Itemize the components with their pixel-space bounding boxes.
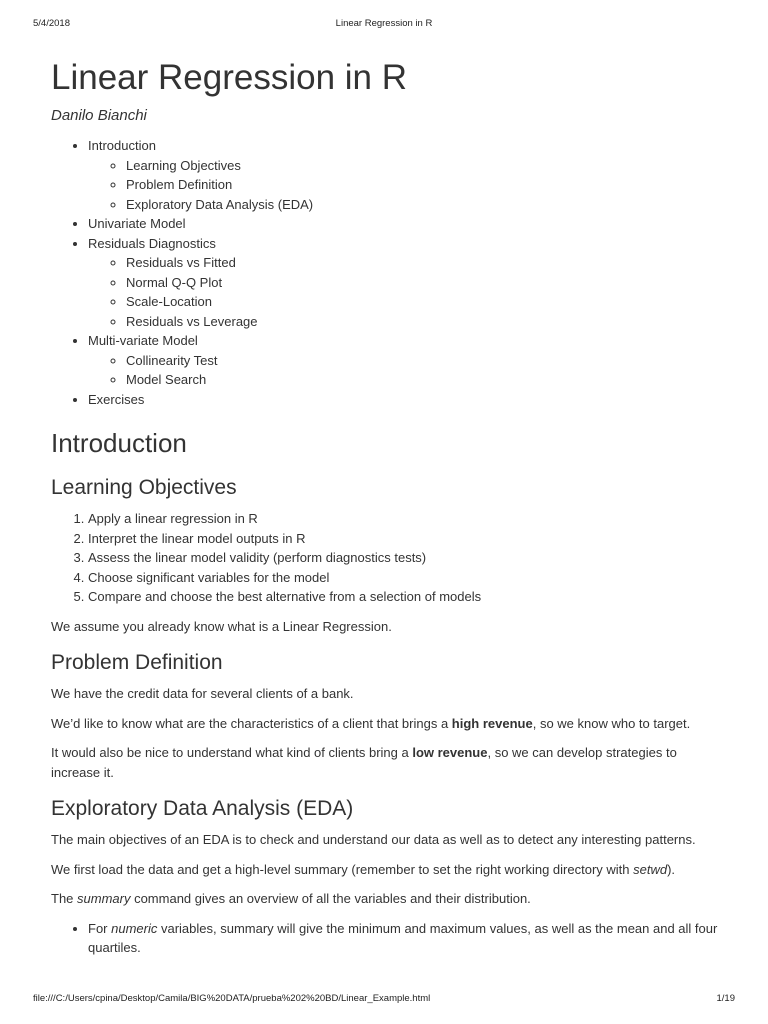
- print-title: Linear Regression in R: [335, 18, 433, 29]
- eda-bullet-list: [51, 919, 721, 958]
- text-run: command gives an overview of all the variables and their distribution.: [130, 891, 531, 906]
- text-run: We’d like to know what are the characteristics of a client that brings a: [51, 715, 452, 731]
- text-run: For: [88, 920, 112, 936]
- document-title: Linear Regression in R: [51, 58, 408, 97]
- toc-item-label[interactable]: Multi-variate Model: [88, 333, 198, 348]
- eda-heading: Exploratory Data Analysis (EDA): [51, 797, 354, 820]
- learning-objectives-heading: Learning Objectives: [51, 476, 237, 499]
- toc-subitem[interactable]: ◦ Problem Definition: [126, 175, 721, 195]
- introduction-heading: Introduction: [51, 428, 187, 458]
- eda-bullet-numeric: [88, 919, 721, 958]
- toc-sublist: [88, 253, 721, 331]
- toc-subitem[interactable]: ◦ Collinearity Test: [126, 351, 721, 371]
- text-run: The: [51, 891, 78, 906]
- bold-text-high-revenue: high revenue: [451, 715, 533, 731]
- toc-subitem[interactable]: ◦ Model Search: [126, 370, 721, 390]
- eda-paragraph-1: The main objectives of an EDA is to check and understand our data as well as to detect any interesting patterns.: [51, 832, 696, 847]
- eda-paragraph-3: [51, 889, 721, 909]
- toc-subitem[interactable]: ◦ Normal Q-Q Plot: [126, 273, 721, 293]
- toc-item-exercises[interactable]: • Exercises: [88, 390, 721, 410]
- toc-subitem[interactable]: ◦ Exploratory Data Analysis (EDA): [126, 195, 721, 215]
- italic-text-setwd: setwd: [633, 861, 668, 877]
- toc-item-multivariate[interactable]: [88, 331, 721, 390]
- print-date: 5/4/2018: [33, 18, 70, 29]
- toc-item-label[interactable]: Residuals Diagnostics: [88, 235, 216, 251]
- text-run: It would also be nice to understand what kind of clients bring a: [51, 745, 413, 760]
- toc-item-label[interactable]: Introduction: [88, 138, 156, 153]
- toc-subitem[interactable]: ◦ Residuals vs Leverage: [126, 312, 721, 332]
- toc-item-univariate[interactable]: • Univariate Model: [88, 214, 721, 234]
- problem-paragraph-1: We have the credit data for several clients of a bank.: [51, 686, 354, 701]
- print-header: [33, 18, 735, 32]
- text-run: ).: [667, 861, 676, 877]
- problem-paragraph-3: [51, 743, 721, 782]
- problem-definition-heading: Problem Definition: [51, 651, 223, 674]
- objective-item: 5. Compare and choose the best alternative from a selection of models: [88, 587, 721, 607]
- toc-subitem[interactable]: ◦ Residuals vs Fitted: [126, 253, 721, 273]
- text-run: variables, summary will give the minimum and maximum values, as well as the mean and all four quartiles.: [88, 920, 718, 955]
- assumption-paragraph: We assume you already know what is a Linear Regression.: [51, 618, 392, 634]
- objective-item: 2. Interpret the linear model outputs in R: [88, 529, 721, 549]
- text-run: , so we know who to target.: [532, 715, 691, 731]
- objective-item: 3. Assess the linear model validity (perform diagnostics tests): [88, 548, 721, 568]
- document-author: Danilo Bianchi: [51, 107, 147, 124]
- toc-subitem[interactable]: ◦ Scale-Location: [126, 292, 721, 312]
- objective-item: 4. Choose significant variables for the model: [88, 568, 721, 588]
- problem-paragraph-2: [51, 714, 721, 734]
- page-number: 1/19: [716, 993, 735, 1004]
- objectives-list: [51, 509, 721, 607]
- toc-sublist: [88, 351, 721, 390]
- italic-text-numeric: numeric: [111, 920, 158, 936]
- objective-item: 1. Apply a linear regression in R: [88, 509, 721, 529]
- text-run: , so we can develop strategies to increase it.: [51, 745, 677, 780]
- toc-item-residuals[interactable]: [88, 234, 721, 332]
- table-of-contents: [51, 136, 721, 409]
- eda-paragraph-2: [51, 860, 721, 880]
- bold-text-low-revenue: low revenue: [412, 745, 488, 760]
- toc-sublist: [88, 156, 721, 215]
- document-content: [51, 50, 721, 958]
- toc-item-introduction[interactable]: [88, 136, 721, 214]
- text-run: We first load the data and get a high-level summary (remember to set the right working directory with: [51, 861, 634, 877]
- file-url: file:///C:/Users/cpina/Desktop/Camila/BIG%20DATA/prueba%202%20BD/Linear_Example.html: [33, 993, 431, 1004]
- italic-text-summary: summary: [77, 891, 131, 906]
- print-footer: [33, 993, 735, 1007]
- toc-subitem[interactable]: ◦ Learning Objectives: [126, 156, 721, 176]
